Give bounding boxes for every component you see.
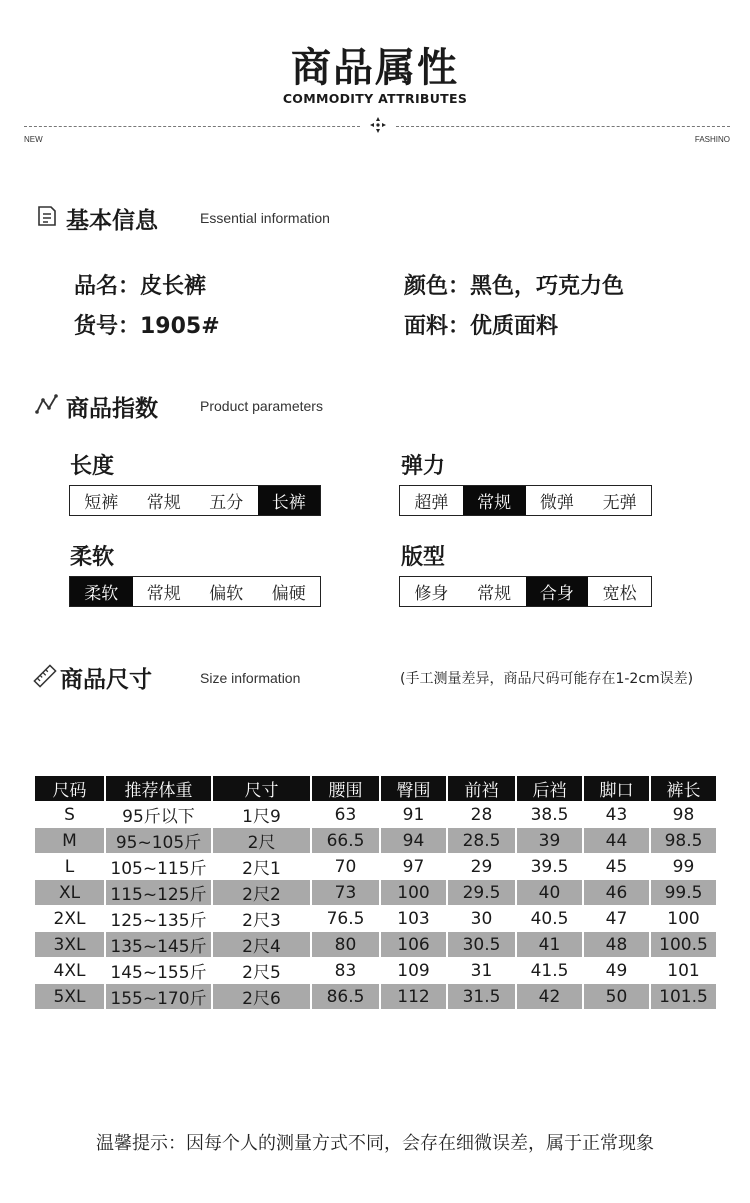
table-row	[35, 906, 716, 931]
table-cell: 46	[584, 880, 649, 905]
param-label-length: 长度	[70, 454, 115, 479]
table-cell: 2尺2	[213, 880, 310, 905]
column-header: 脚口	[584, 776, 649, 801]
column-header: 腰围	[312, 776, 379, 801]
table-cell: 40	[517, 880, 582, 905]
table-cell: 28.5	[448, 828, 515, 853]
table-cell: S	[64, 804, 75, 825]
product-item-no: 货号：1905#	[74, 314, 220, 339]
table-cell: M	[35, 828, 104, 853]
table-cell: 100.5	[651, 932, 716, 957]
ruler-icon	[33, 664, 57, 688]
document-icon	[35, 204, 59, 228]
column-header: 裤长	[651, 776, 716, 801]
table-cell: 98.5	[651, 828, 716, 853]
crosshair-ornament-icon	[369, 116, 387, 134]
table-cell: 106	[381, 932, 446, 957]
table-cell: 43	[605, 804, 628, 825]
table-cell: 28	[470, 804, 493, 825]
table-cell: 83	[334, 960, 357, 981]
table-cell: 2尺3	[242, 911, 281, 931]
table-cell: 40.5	[530, 908, 569, 929]
table-cell: 91	[402, 804, 425, 825]
param-label-elasticity: 弹力	[401, 454, 446, 479]
table-cell: 98	[672, 804, 695, 825]
param-option: 无弹	[602, 493, 637, 513]
table-row	[35, 932, 716, 957]
table-cell: 112	[381, 984, 446, 1009]
table-cell: L	[64, 856, 75, 877]
size-title: 商品尺寸	[60, 667, 152, 693]
column-header: 尺寸	[213, 776, 310, 801]
product-fabric: 面料：优质面料	[404, 314, 559, 339]
table-cell: 100	[667, 908, 700, 929]
table-cell: 103	[397, 908, 430, 929]
column-header: 推荐体重	[106, 776, 211, 801]
param-fit	[399, 576, 652, 607]
column-header: 尺码	[35, 776, 104, 801]
param-option: 偏硬	[271, 584, 306, 604]
corner-label-right: FASHINO	[694, 135, 730, 144]
params-title: 商品指数	[66, 396, 158, 422]
table-cell: 125~135斤	[110, 911, 207, 931]
table-cell: 41.5	[530, 960, 569, 981]
table-cell: 42	[517, 984, 582, 1009]
param-option: 五分	[209, 493, 244, 513]
table-cell: 95斤以下	[122, 807, 195, 827]
param-option: 常规	[146, 493, 181, 513]
table-cell: 30.5	[448, 932, 515, 957]
table-cell: 30	[470, 908, 493, 929]
table-cell: 155~170斤	[106, 984, 211, 1009]
table-cell: 100	[381, 880, 446, 905]
table-cell: 76.5	[326, 908, 365, 929]
table-cell: 39.5	[530, 856, 569, 877]
column-header: 前裆	[448, 776, 515, 801]
param-option: 常规	[477, 584, 512, 604]
param-option: 宽松	[602, 584, 637, 604]
trend-line-icon	[35, 392, 59, 416]
header-divider-right	[396, 126, 730, 127]
table-cell: 99.5	[651, 880, 716, 905]
table-cell: 99	[672, 856, 695, 877]
corner-label-left: NEW	[24, 135, 43, 144]
table-cell: 2尺5	[242, 963, 281, 983]
table-cell: 2尺4	[213, 932, 310, 957]
table-cell: 48	[584, 932, 649, 957]
page-title: 商品属性	[291, 45, 459, 91]
table-cell: 63	[334, 804, 357, 825]
param-option-selected: 合身	[526, 577, 589, 606]
basic-info-title: 基本信息	[66, 208, 158, 234]
param-option: 微弹	[539, 493, 574, 513]
table-cell: 95~105斤	[106, 828, 211, 853]
table-cell: 39	[517, 828, 582, 853]
basic-info-en: Essential information	[200, 210, 330, 226]
table-cell: 105~115斤	[110, 859, 207, 879]
table-cell: 109	[397, 960, 430, 981]
param-softness	[69, 576, 321, 607]
table-cell: 2XL	[53, 908, 86, 929]
table-cell: 44	[584, 828, 649, 853]
table-cell: 94	[381, 828, 446, 853]
table-cell: 41	[517, 932, 582, 957]
size-table-body	[35, 802, 716, 1009]
param-label-fit: 版型	[401, 545, 446, 570]
table-cell: 86.5	[312, 984, 379, 1009]
param-option: 短裤	[84, 493, 119, 513]
param-elasticity	[399, 485, 652, 516]
param-option-selected: 常规	[463, 486, 526, 515]
table-cell: 50	[584, 984, 649, 1009]
table-cell: 115~125斤	[106, 880, 211, 905]
param-label-softness: 柔软	[70, 545, 115, 570]
param-option-selected: 柔软	[70, 577, 133, 606]
page-subtitle: COMMODITY ATTRIBUTES	[282, 91, 468, 106]
table-row	[35, 802, 716, 827]
table-cell: 101	[667, 960, 700, 981]
params-en: Product parameters	[200, 398, 323, 414]
table-row	[35, 984, 716, 1009]
table-cell: 45	[605, 856, 628, 877]
table-cell: 4XL	[53, 960, 86, 981]
product-name: 品名：皮长裤	[74, 274, 207, 299]
column-header: 后裆	[517, 776, 582, 801]
table-cell: 66.5	[312, 828, 379, 853]
table-cell: 49	[605, 960, 628, 981]
table-row	[35, 854, 716, 879]
table-cell: 47	[605, 908, 628, 929]
table-cell: 70	[334, 856, 357, 877]
table-cell: 101.5	[651, 984, 716, 1009]
table-cell: 31	[470, 960, 493, 981]
param-option: 修身	[414, 584, 449, 604]
table-cell: 2尺1	[242, 859, 281, 879]
table-cell: 38.5	[530, 804, 569, 825]
product-color: 颜色：黑色，巧克力色	[404, 274, 625, 299]
header-divider-left	[24, 126, 360, 127]
table-cell: 73	[312, 880, 379, 905]
table-header-row	[35, 776, 716, 801]
table-row	[35, 880, 716, 905]
param-option: 常规	[146, 584, 181, 604]
table-cell: 29.5	[448, 880, 515, 905]
column-header: 臀围	[381, 776, 446, 801]
table-cell: 2尺6	[213, 984, 310, 1009]
table-row	[35, 828, 716, 853]
table-cell: XL	[35, 880, 104, 905]
table-cell: 80	[312, 932, 379, 957]
table-row	[35, 958, 716, 983]
footer-tip: 温馨提示：因每个人的测量方式不同，会存在细微误差，属于正常现象	[96, 1133, 654, 1154]
size-en: Size information	[200, 670, 301, 686]
table-cell: 145~155斤	[110, 963, 207, 983]
table-cell: 135~145斤	[106, 932, 211, 957]
table-cell: 31.5	[448, 984, 515, 1009]
param-option-selected: 长裤	[258, 486, 321, 515]
table-cell: 3XL	[35, 932, 104, 957]
param-length	[69, 485, 321, 516]
table-cell: 29	[470, 856, 493, 877]
param-option: 超弹	[414, 493, 449, 513]
table-cell: 97	[402, 856, 425, 877]
table-cell: 2尺	[213, 828, 310, 853]
table-cell: 5XL	[35, 984, 104, 1009]
size-table	[33, 775, 718, 1010]
table-cell: 1尺9	[242, 807, 281, 827]
param-option: 偏软	[209, 584, 244, 604]
size-note: (手工测量差异，商品尺码可能存在1-2cm误差)	[400, 671, 694, 687]
